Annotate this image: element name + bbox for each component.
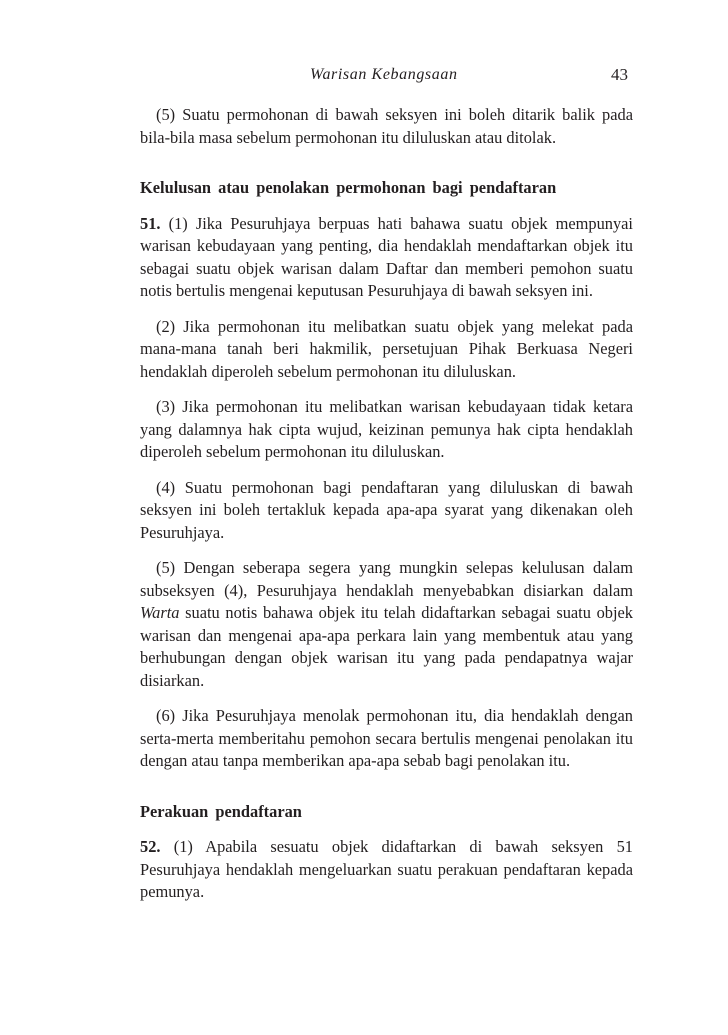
section-51-subsection-6: (6) Jika Pesuruhjaya menolak permohonan itu, dia hendaklah dengan serta-merta memberitahu pemohon secara bertulis mengenai penolakan itu dengan atau tanpa memberikan apa-apa sebab bagi penolakan itu. — [140, 706, 633, 770]
warta-italic: Warta — [140, 603, 180, 622]
section-51-number: 51. — [140, 213, 161, 233]
section-52-subsection-1-text: (1) Apabila sesuatu objek didaftarkan di bawah seksyen 51 Pesuruhjaya hendaklah mengeluarkan suatu perakuan pendaftaran kepada pemunya. — [140, 837, 633, 901]
section-51-subsection-4: (4) Suatu permohonan bagi pendaftaran yang diluluskan di bawah seksyen ini boleh tertakluk kepada apa-apa syarat yang dikenakan oleh Pesuruhjaya. — [140, 477, 633, 542]
section-52-number: 52. — [140, 837, 161, 856]
running-title: Warisan Kebangsaan — [310, 66, 458, 83]
section-51-subsection-5-text-b: suatu notis bahawa objek itu telah didaftarkan sebagai suatu objek warisan dan mengenai apa-apa perkara lain yang membentuk atau yang berhubungan dengan objek warisan itu yang pada pendapatnya wajar disiarkan. — [140, 603, 633, 690]
page-number: 43 — [611, 65, 628, 84]
section-51-subsection-2: (2) Jika permohonan itu melibatkan suatu objek yang melekat pada mana-mana tanah beri hakmilik, persetujuan Pihak Berkuasa Negeri hendaklah diperoleh sebelum permohonan itu diluluskan. — [140, 316, 633, 381]
page-header — [0, 66, 728, 90]
section-50-subsection-5: (5) Suatu permohonan di bawah seksyen ini boleh ditarik balik pada bila-bila masa sebelum permohonan itu diluluskan atau ditolak. — [140, 105, 633, 147]
section-52-subsection-1 — [140, 836, 633, 904]
body-text — [140, 104, 633, 904]
section-51-heading: Kelulusan atau penolakan permohonan bagi pendaftaran — [140, 178, 557, 197]
section-51-subsection-1-text: (1) Jika Pesuruhjaya berpuas hati bahawa suatu objek mempunyai warisan kebudayaan yang penting, dia hendaklah mendaftarkan objek itu sebagai suatu objek warisan dalam Daftar dan memberi pemohon suatu notis bertulis mengenai keputusan Pesuruhjaya di bawah seksyen ini. — [140, 213, 633, 300]
section-51-subsection-5 — [140, 557, 633, 692]
section-51-subsection-3: (3) Jika permohonan itu melibatkan warisan kebudayaan tidak ketara yang dalamnya hak cipta wujud, keizinan pemunya hak cipta hendaklah diperoleh sebelum permohonan itu diluluskan. — [140, 397, 633, 461]
section-51-subsection-5-text-a: (5) Dengan seberapa segera yang mungkin selepas kelulusan dalam subseksyen (4), Pesuruhjaya hendaklah menyebabkan disiarkan dalam — [140, 558, 633, 600]
section-51-subsection-1 — [140, 213, 633, 303]
section-52-heading: Perakuan pendaftaran — [140, 801, 302, 821]
